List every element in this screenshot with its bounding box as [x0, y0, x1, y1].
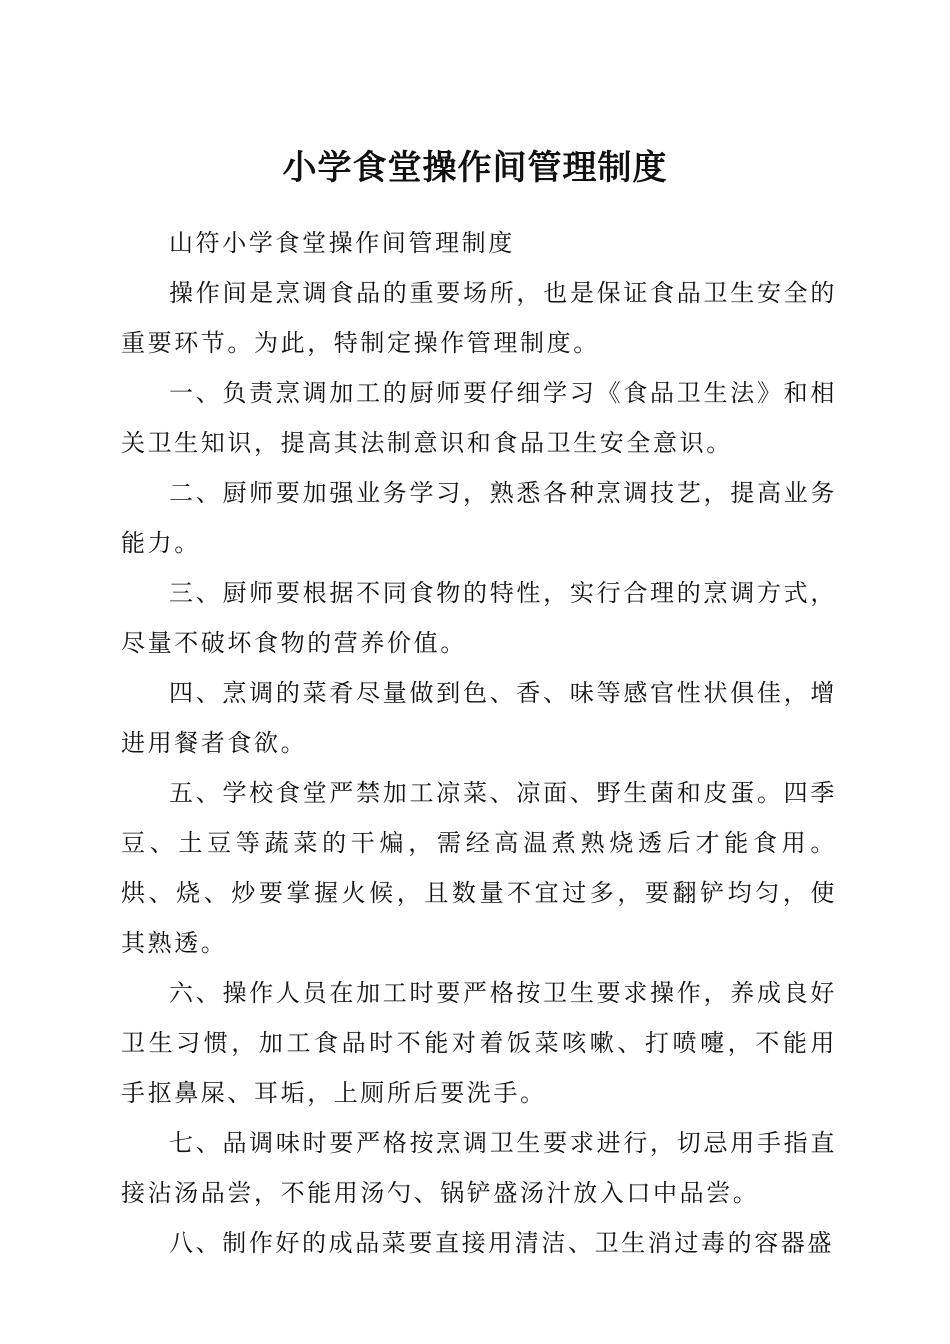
rule-paragraph-8: 八、制作好的成品菜要直接用清洁、卫生消过毒的容器盛: [169, 1229, 834, 1257]
rule-paragraph-7: 七、品调味时要严格按烹调卫生要求进行，切忌用手指直接沾汤品尝，不能用汤勺、锅铲盛汤汁放入口中品尝。: [121, 1129, 837, 1207]
intro-paragraph: 操作间是烹调食品的重要场所，也是保证食品卫生安全的重要环节。为此，特制定操作管理制度。: [121, 279, 837, 357]
subtitle-paragraph: 山符小学食堂操作间管理制度: [169, 229, 515, 257]
document-body: [121, 218, 837, 1268]
rule-paragraph-3: 三、厨师要根据不同食物的特性，实行合理的烹调方式，尽量不破坏食物的营养价值。: [121, 579, 837, 657]
rule-paragraph-5: 五、学校食堂严禁加工凉菜、凉面、野生菌和皮蛋。四季豆、土豆等蔬菜的干煸，需经高温煮熟烧透后才能食用。烘、烧、炒要掌握火候，且数量不宜过多，要翻铲均匀，使其熟透。: [121, 779, 837, 957]
rule-paragraph-6: 六、操作人员在加工时要严格按卫生要求操作，养成良好卫生习惯，加工食品时不能对着饭菜咳嗽、打喷嚏，不能用手抠鼻屎、耳垢，上厕所后要洗手。: [121, 979, 837, 1107]
document-title: 小学食堂操作间管理制度: [282, 148, 668, 188]
rule-paragraph-1: 一、负责烹调加工的厨师要仔细学习《食品卫生法》和相关卫生知识，提高其法制意识和食品卫生安全意识。: [121, 379, 837, 457]
rule-paragraph-4: 四、烹调的菜肴尽量做到色、香、味等感官性状俱佳，增进用餐者食欲。: [121, 679, 837, 757]
rule-paragraph-2: 二、厨师要加强业务学习，熟悉各种烹调技艺，提高业务能力。: [121, 479, 837, 557]
